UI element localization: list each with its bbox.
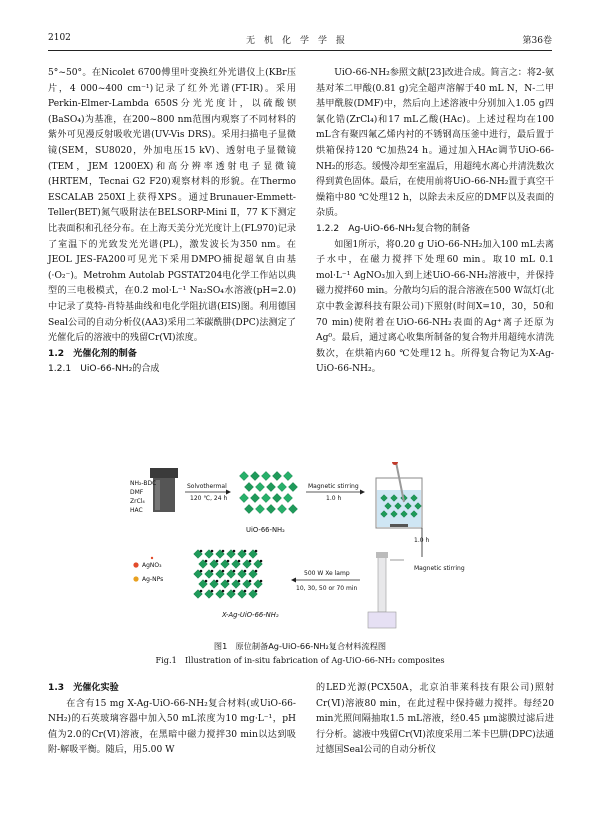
page-number: 2102 [48, 33, 71, 43]
ag-nanoparticle-icon [249, 580, 252, 583]
mof-crystal-icon [239, 493, 248, 502]
bottom-right-paragraph: 的LED光源(PCX50A，北京泊菲莱科技有限公司)照射Cr(Ⅵ)溶液80 min，在此过程中保持磁力搅拌。每经20 min光照间隔抽取1.5 mL溶液，经0.45 μm滤膜过滤后进行分析。滤液中残留Cr(Ⅵ)浓度采用二苯卡巴肼(DPC)法通过德国Seal公司的自动分析仪 [316, 683, 554, 756]
bottom-left-paragraph: 在含有15 mg X-Ag-UiO-66-NH₂复合材料(或UiO-66-NH₂)的石英玻璃容器中加入50 mL浓度为10 mg·L⁻¹，pH值为2.0的Cr(Ⅵ)溶液，在黑暗中磁力搅拌30 min以达到吸附-解吸平衡。随后，用5.00 W [48, 698, 296, 756]
stirring-label: Magnetic stirring [414, 565, 465, 572]
ag-nanoparticle-icon [255, 590, 258, 593]
running-header [48, 33, 552, 47]
figure-1-flowchart [128, 462, 478, 640]
step3-condition: 1.0 h [414, 537, 430, 544]
section-heading-1-3: 1.3 光催化实验 [48, 683, 119, 693]
product2-label: X-Ag-UiO-66-NH₂ [222, 611, 279, 619]
mof-crystal-icon [266, 504, 275, 513]
right-paragraph-2: 如图1所示，将0.20 g UiO-66-NH₂加入100 mL去离子水中，在磁力搅拌下处理60 min。取10 mL 0.1 mol·L⁻¹ AgNO₃加入到上述UiO-66-NH₂溶液中，并保持磁力搅拌60 min。分散均匀后的混合溶液在500 W氙灯(北京中教金源科技有限公司)下照射(时间X=10，30，50和70 min)使附着在UiO-66-NH₂表面的Ag⁺离子还原为Ag⁰。最后，通过离心收集所制备的复合物并用超纯水清洗数次，在烘箱内60 ℃处理12 h。所得复合物记为X-Ag-UiO-66-NH₂。 [316, 239, 554, 375]
left-column [48, 66, 296, 378]
ag-nanoparticle-icon [244, 570, 247, 573]
ag-nanoparticle-icon [255, 570, 258, 573]
ag-nanoparticle-icon [238, 560, 241, 563]
mof-crystal-icon [250, 471, 259, 480]
stir-bar-icon [390, 524, 408, 527]
arrowhead-icon [226, 490, 231, 495]
ag-nanoparticle-icon [216, 560, 219, 563]
mof-crystal-icon [261, 471, 270, 480]
ag-nanoparticle-icon [233, 570, 236, 573]
beaker-icon [376, 478, 422, 528]
mof-crystal-icon [244, 482, 253, 491]
section-heading-1-2: 1.2 光催化剂的制备 [48, 348, 137, 359]
subsection-heading-1-2-2: 1.2.2 Ag-UiO-66-NH₂复合物的制备 [316, 223, 471, 234]
right-column [316, 66, 554, 378]
bottom-right-column [316, 681, 554, 759]
step1-label: Solvothermal [187, 483, 227, 490]
step2-label: Magnetic stirring [308, 483, 359, 490]
mof-crystals-cluster [239, 471, 297, 513]
ag-nanoparticle-icon [233, 590, 236, 593]
mof-crystal-icon [288, 482, 297, 491]
ag-mof-cluster [151, 550, 263, 599]
mof-crystal-icon [261, 493, 270, 502]
subsection-heading-1-2-1: 1.2.1 UiO-66-NH₂的合成 [48, 364, 160, 375]
agnp-dot-icon [133, 576, 138, 581]
header-rule [48, 50, 552, 51]
ag-nanoparticle-icon [244, 550, 247, 553]
mof-crystal-icon [277, 504, 286, 513]
agno3-dot-icon [151, 557, 153, 559]
ag-nanoparticle-icon [260, 580, 263, 583]
lamp-tube-icon [368, 552, 404, 628]
journal-title: 无机化学学报 [245, 36, 354, 46]
left-paragraph: 5°~50°。在Nicolet 6700傅里叶变换红外光谱仪上(KBr压片，4 000~400 cm⁻¹)记录了红外光谱(FT-IR)。采用Perkin-Elmer-Lambda 650S分光光度计，以硫酸钡(BaSO₄)为基准，在200~800 nm范围内观察了不同材料的紫外可见漫反射吸收光谱(UV-Vis DRS)。采用扫描电子显微镜(SEM，SU8020，外加电压15 kV)、透射电子显微镜(TEM，JEM 1200EX)和高分辨率透射电子显微镜(HRTEM，Tecnai G2 F20)观察材料的形貌。在Thermo ESCALAB 250XI上获得XPS。通过Brunauer-Emmett-Teller(BET)氮气吸附法在BELSORP-Mini Ⅱ，77 K下测定比表面积和孔径分布。在上海天美分光光度计上(FL970)记录了室温下的光致发光光谱(PL)，激发波长为350 nm。在JEOL JES-FA200可见光下采用DMPO捕捉超氧自由基(·O₂⁻)。Metrohm Autolab PGSTAT204电化学工作站以典型的三电极模式，在0.2 mol·L⁻¹ Na₂SO₄水溶液(pH=2.0)中记录了莫特-肖特基曲线和电化学阻抗谱(EIS)图。利用德国Seal公司的自动分析仪(AA3)采用二苯碳酰肼(DPC)法测定了光催化后的溶液中的残留Cr(Ⅵ)浓度。 [48, 68, 296, 344]
ag-nanoparticle-icon [222, 570, 225, 573]
mof-crystal-icon [283, 471, 292, 480]
mof-crystal-icon [250, 493, 259, 502]
reagent-4: HAC [130, 507, 143, 514]
ag-nanoparticle-icon [205, 560, 208, 563]
ag-nanoparticle-icon [227, 560, 230, 563]
mof-crystal-icon [272, 471, 281, 480]
volume-label: 第36卷 [522, 36, 552, 46]
autoclave-icon [150, 468, 178, 512]
lamp-condition: 10, 30, 50 or 70 min [296, 585, 358, 592]
ag-nanoparticle-icon [200, 590, 203, 593]
ag-nanoparticle-icon [238, 580, 241, 583]
ag-nanoparticle-icon [222, 590, 225, 593]
ag-nanoparticle-icon [216, 580, 219, 583]
ag-nanoparticle-icon [233, 550, 236, 553]
ag-nanoparticle-icon [211, 590, 214, 593]
mof-crystal-icon [266, 482, 275, 491]
reagent-1: NH₂-BDC [130, 480, 157, 487]
mof-crystal-icon [239, 471, 248, 480]
legend-agnps: Ag-NPs [142, 576, 164, 583]
product1-label: UiO-66-NH₂ [246, 526, 285, 534]
ag-nanoparticle-icon [260, 560, 263, 563]
mof-crystal-icon [255, 504, 264, 513]
mof-crystal-icon [272, 493, 281, 502]
mof-crystal-icon [283, 493, 292, 502]
agno3-dot-icon [133, 562, 138, 567]
arrowhead-icon [291, 578, 296, 583]
ag-nanoparticle-icon [211, 570, 214, 573]
ag-nanoparticle-icon [200, 570, 203, 573]
ag-nanoparticle-icon [200, 550, 203, 553]
ag-nanoparticle-icon [255, 550, 258, 553]
reagent-2: DMF [130, 489, 144, 496]
arrowhead-icon [360, 490, 365, 495]
ag-nanoparticle-icon [244, 590, 247, 593]
lamp-label: 500 W Xe lamp [304, 570, 350, 577]
ag-nanoparticle-icon [211, 550, 214, 553]
ag-nanoparticle-icon [205, 580, 208, 583]
figure-caption-cn: 图1 原位制备Ag-UiO-66-NH₂复合材料流程图 [213, 641, 387, 651]
mof-crystal-icon [288, 504, 297, 513]
mof-crystal-icon [244, 504, 253, 513]
step2-condition: 1.0 h [326, 495, 342, 502]
mof-in-beaker [381, 495, 422, 518]
mof-crystal-icon [277, 482, 286, 491]
step1-condition: 120 ℃, 24 h [190, 495, 228, 502]
ag-nanoparticle-icon [227, 580, 230, 583]
bottom-left-column [48, 681, 296, 759]
mof-crystal-icon [255, 482, 264, 491]
right-paragraph-1: UiO-66-NH₂参照文献[23]改进合成。简言之：将2-氨基对苯二甲酸(0.81 g)完全超声溶解于40 mL N，N-二甲基甲酰胺(DMF)中，然后向上述溶液中分别加入1.05 g四氯化锆(ZrCl₄)和17 mL乙酸(HAc)。上述过程均在100 mL含有聚四氟乙烯内衬的不锈钢高压釜中进行，最后置于烘箱保持120 ℃加热24 h。通过加入HAc调节UiO-66-NH₂的形态。缓慢冷却至室温后，用超纯水离心并清洗数次得到黄色固体。最后，在使用前将UiO-66-NH₂置于真空干燥箱中80 ℃处理12 h，以除去未反应的DMF以及表面的杂质。 [316, 68, 554, 219]
figure-caption-en: Fig.1 Illustration of in-situ fabrication of Ag-UiO-66-NH₂ composites [155, 655, 445, 665]
reagent-3: ZrCl₄ [130, 498, 145, 505]
ag-nanoparticle-icon [222, 550, 225, 553]
ag-nanoparticle-icon [249, 560, 252, 563]
legend-agno3: AgNO₃ [142, 562, 162, 569]
